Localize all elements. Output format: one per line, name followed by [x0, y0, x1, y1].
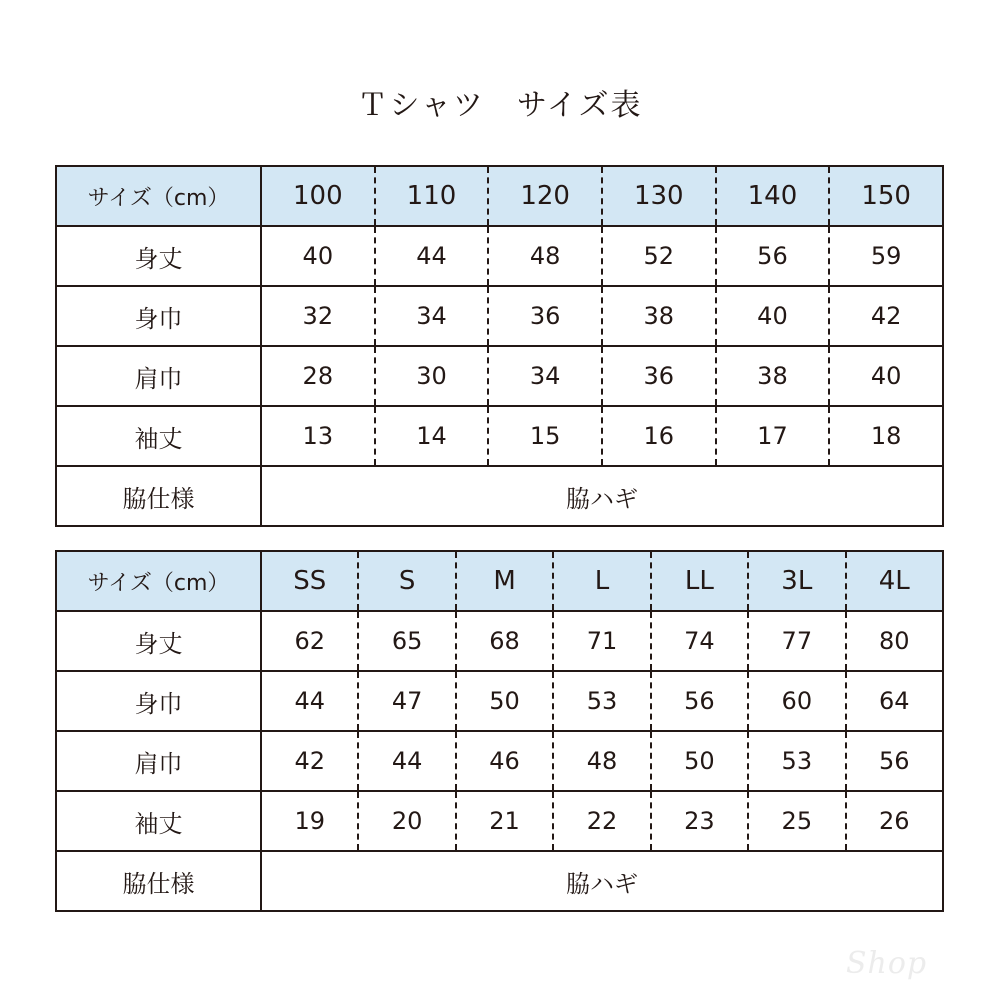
value-cell: 21: [456, 791, 553, 851]
value-cell: 53: [553, 671, 650, 731]
value-cell: 60: [748, 671, 845, 731]
value-cell: 14: [375, 406, 489, 466]
value-cell: 42: [261, 731, 358, 791]
value-cell: 13: [261, 406, 375, 466]
value-cell: 15: [488, 406, 602, 466]
value-cell: 34: [375, 286, 489, 346]
value-cell: 32: [261, 286, 375, 346]
size-cell: 120: [488, 166, 602, 226]
table-row: [56, 406, 943, 466]
value-cell: 23: [651, 791, 748, 851]
value-cell: 18: [829, 406, 943, 466]
row-label: 脇仕様: [56, 466, 261, 526]
size-cell: 4L: [846, 551, 943, 611]
page-title: Ｔシャツ サイズ表: [357, 88, 643, 123]
shop-watermark: Shop: [846, 946, 928, 981]
value-cell: 71: [553, 611, 650, 671]
table-row: [56, 346, 943, 406]
row-label: 身巾: [56, 671, 261, 731]
value-cell: 77: [748, 611, 845, 671]
value-cell: 53: [748, 731, 845, 791]
value-cell: 44: [375, 226, 489, 286]
size-table-adult: [55, 550, 944, 912]
row-label: 脇仕様: [56, 851, 261, 911]
side-spec-value: 脇ハギ: [261, 851, 943, 911]
table-row: [56, 226, 943, 286]
table-row: [56, 731, 943, 791]
value-cell: 46: [456, 731, 553, 791]
row-label: 肩巾: [56, 346, 261, 406]
size-cell: S: [358, 551, 455, 611]
value-cell: 62: [261, 611, 358, 671]
size-header-label: サイズ（cm）: [56, 166, 261, 226]
size-cell: SS: [261, 551, 358, 611]
value-cell: 80: [846, 611, 943, 671]
size-cell: 110: [375, 166, 489, 226]
table-row: [56, 286, 943, 346]
size-cell: 150: [829, 166, 943, 226]
value-cell: 40: [716, 286, 830, 346]
row-label: 袖丈: [56, 791, 261, 851]
size-cell: 100: [261, 166, 375, 226]
value-cell: 47: [358, 671, 455, 731]
row-label: 身巾: [56, 286, 261, 346]
value-cell: 17: [716, 406, 830, 466]
row-label: 袖丈: [56, 406, 261, 466]
size-header-row: [56, 166, 943, 226]
table-row: [56, 791, 943, 851]
size-cell: 3L: [748, 551, 845, 611]
size-cell: M: [456, 551, 553, 611]
table-row: [56, 671, 943, 731]
value-cell: 42: [829, 286, 943, 346]
size-cell: 130: [602, 166, 716, 226]
row-label: 肩巾: [56, 731, 261, 791]
value-cell: 40: [261, 226, 375, 286]
size-header-label: サイズ（cm）: [56, 551, 261, 611]
value-cell: 30: [375, 346, 489, 406]
value-cell: 50: [456, 671, 553, 731]
value-cell: 59: [829, 226, 943, 286]
value-cell: 50: [651, 731, 748, 791]
value-cell: 56: [846, 731, 943, 791]
size-cell: L: [553, 551, 650, 611]
value-cell: 65: [358, 611, 455, 671]
value-cell: 48: [488, 226, 602, 286]
value-cell: 34: [488, 346, 602, 406]
value-cell: 36: [602, 346, 716, 406]
value-cell: 36: [488, 286, 602, 346]
size-header-row: [56, 551, 943, 611]
side-spec-value: 脇ハギ: [261, 466, 943, 526]
value-cell: 19: [261, 791, 358, 851]
value-cell: 20: [358, 791, 455, 851]
table-row-side-spec: [56, 851, 943, 911]
value-cell: 44: [358, 731, 455, 791]
value-cell: 38: [716, 346, 830, 406]
row-label: 身丈: [56, 226, 261, 286]
value-cell: 52: [602, 226, 716, 286]
value-cell: 64: [846, 671, 943, 731]
value-cell: 56: [716, 226, 830, 286]
table-row: [56, 611, 943, 671]
value-cell: 68: [456, 611, 553, 671]
value-cell: 25: [748, 791, 845, 851]
size-table-kids: [55, 165, 944, 527]
size-cell: 140: [716, 166, 830, 226]
value-cell: 48: [553, 731, 650, 791]
value-cell: 16: [602, 406, 716, 466]
value-cell: 44: [261, 671, 358, 731]
size-cell: LL: [651, 551, 748, 611]
value-cell: 74: [651, 611, 748, 671]
value-cell: 28: [261, 346, 375, 406]
value-cell: 22: [553, 791, 650, 851]
value-cell: 56: [651, 671, 748, 731]
value-cell: 26: [846, 791, 943, 851]
row-label: 身丈: [56, 611, 261, 671]
value-cell: 38: [602, 286, 716, 346]
value-cell: 40: [829, 346, 943, 406]
table-row-side-spec: [56, 466, 943, 526]
